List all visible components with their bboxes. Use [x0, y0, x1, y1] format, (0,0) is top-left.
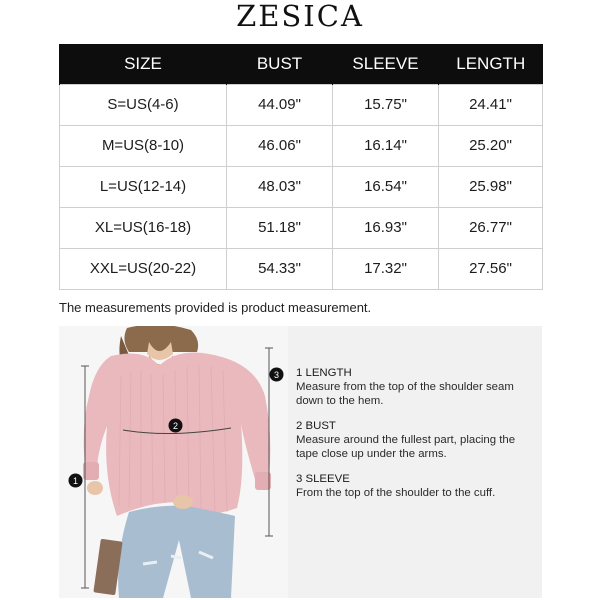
brand-logo: ZESICA — [236, 0, 364, 33]
cell-length: 24.41" — [439, 84, 543, 125]
size-chart-table — [59, 44, 543, 290]
svg-text:2: 2 — [172, 421, 179, 431]
table-header-row — [60, 44, 543, 84]
measurement-description: From the top of the shoulder to the cuff. — [296, 487, 496, 499]
cell-length: 26.77" — [439, 207, 543, 248]
cell-size: M=US(8-10) — [60, 125, 227, 166]
table-row — [60, 166, 543, 207]
cell-length: 25.20" — [439, 125, 543, 166]
cell-sleeve: 16.93" — [333, 207, 439, 248]
header-length: LENGTH — [439, 44, 543, 84]
measurement-instructions — [296, 366, 536, 511]
cell-size: XXL=US(20-22) — [60, 248, 227, 289]
marker-length-icon — [68, 473, 83, 488]
measurement-bust — [296, 419, 536, 461]
measurement-sleeve — [296, 472, 536, 500]
cell-sleeve: 15.75" — [333, 84, 439, 125]
table-row — [60, 125, 543, 166]
measurement-title: 1 LENGTH — [296, 367, 352, 379]
sweater-illustration — [59, 326, 288, 598]
marker-sleeve-icon — [269, 367, 284, 382]
cell-length: 27.56" — [439, 248, 543, 289]
cell-size: S=US(4-6) — [60, 84, 227, 125]
table-row — [60, 248, 543, 289]
header-size: SIZE — [60, 44, 227, 84]
cell-sleeve: 16.54" — [333, 166, 439, 207]
cell-sleeve: 16.14" — [333, 125, 439, 166]
measurement-length — [296, 366, 536, 408]
svg-text:1: 1 — [72, 476, 79, 486]
measurement-note: The measurements provided is product measurement. — [59, 300, 372, 315]
header-bust: BUST — [227, 44, 333, 84]
measurement-description: Measure around the fullest part, placing the tape close up under the arms. — [296, 434, 516, 460]
cell-length: 25.98" — [439, 166, 543, 207]
cell-size: L=US(12-14) — [60, 166, 227, 207]
cell-bust: 44.09" — [227, 84, 333, 125]
svg-text:3: 3 — [273, 370, 280, 380]
header-sleeve: SLEEVE — [333, 44, 439, 84]
cell-bust: 46.06" — [227, 125, 333, 166]
cell-bust: 51.18" — [227, 207, 333, 248]
table-row — [60, 207, 543, 248]
measurement-title: 3 SLEEVE — [296, 473, 350, 485]
measurement-panel — [59, 326, 542, 598]
measurement-title: 2 BUST — [296, 420, 336, 432]
measurement-description: Measure from the top of the shoulder seam down to the hem. — [296, 381, 514, 407]
marker-bust-icon — [168, 418, 183, 433]
table-row — [60, 84, 543, 125]
cell-sleeve: 17.32" — [333, 248, 439, 289]
cell-bust: 48.03" — [227, 166, 333, 207]
model-photo — [59, 326, 288, 598]
cell-bust: 54.33" — [227, 248, 333, 289]
cell-size: XL=US(16-18) — [60, 207, 227, 248]
